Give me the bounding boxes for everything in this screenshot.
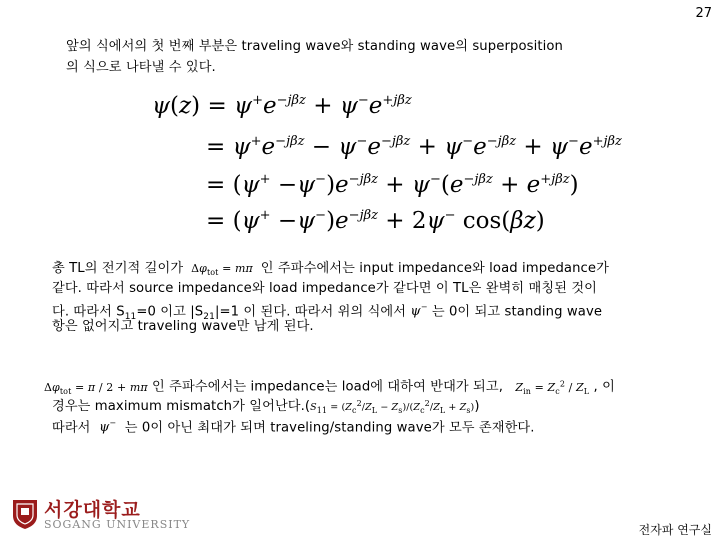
para1-l3-mid: =0 이고 |S [136, 304, 204, 320]
intro-line-1: 앞의 식에서의 첫 번째 부분은 traveling wave와 standing wave의 superposition [66, 39, 564, 54]
para1-line-2: 같다. 따라서 source impedance와 load impedance가 같다면 이 TL은 완벽히 매칭된 것이 [52, 281, 598, 296]
para2-l1-math: $\Delta\varphi_{tot} = \pi / 2 + m\pi$ [44, 380, 148, 396]
equation-1 [152, 93, 412, 119]
para2-l2-pre: 경우는 maximum mismatch가 일어난다.( [52, 399, 311, 415]
para2-l1-mid: 인 주파수에서는 impedance는 load에 대하여 반대가 되고, [152, 379, 504, 395]
equation-2: = $\psi^+e^{-j\beta z} - \psi^-e^{-j\beta z} + \psi^-e^{-j\beta z} + \psi^-e^{+j\beta z}$ [206, 134, 622, 160]
university-logo-korean: 서강대학교 [44, 499, 141, 521]
para1-l1-math: $\Delta\varphi_{tot} = m\pi$ [187, 262, 253, 278]
para1-l3-mid2: |=1 이 된다. 따라서 위의 식에서 [214, 304, 407, 320]
para2-l1-math2: $Z_{in} = Z_c^2 / Z_L$ [515, 379, 590, 396]
equation-1-rhs: $\psi^+e^{-j\beta z} + \psi^-e^{+j\beta z}$ [234, 93, 412, 119]
para1-l3-post: 는 0이 되고 standing wave [431, 304, 603, 320]
para2-l3-math: ψ− [99, 419, 117, 436]
para1-l1-pre: 총 TL의 전기적 길이가 [52, 261, 184, 276]
para1-l3-sub1: 11 [124, 311, 137, 322]
university-emblem-icon [10, 498, 40, 530]
lab-name: 전자파 연구실 [638, 523, 712, 537]
equation-3: = $(\psi^+ -\psi^-)e^{-j\beta z} + \psi^-(e^{-j\beta z} + e^{+j\beta z})$ [206, 172, 579, 198]
equation-1-lhs: ψ(z) = [152, 93, 235, 119]
para2-l3-pre: 따라서 [52, 420, 91, 436]
equation-4: = $(\psi^+ -\psi^-)e^{-j\beta z} + 2\psi^-$ cos(βz) [206, 208, 545, 234]
para1-l3-sub2: 21 [203, 311, 215, 322]
para2-l3-post: 는 0이 아닌 최대가 되며 traveling/standing wave가 모두 존재한다. [124, 420, 535, 436]
para2-l1-post: , 이 [593, 379, 615, 395]
para2-l2-post: ) [474, 399, 480, 415]
para1-l3-math: ψ− [410, 303, 428, 320]
para1-l3-pre: 다. 따라서 S [52, 304, 125, 320]
intro-line-2: 의 식으로 나타낼 수 있다. [66, 60, 216, 75]
page-number: 27 [695, 6, 712, 21]
para2-line-3 [52, 414, 535, 437]
para1-line-4: 항은 없어지고 traveling wave만 남게 된다. [52, 319, 314, 334]
para1-l1-post: 인 주파수에서는 input impedance와 load impedance가 [260, 261, 609, 276]
para2-l2-math: $S_{11} = (Z_c^2/Z_L - Z_s)/(Z_c^2/Z_L + Z_s)$ [310, 399, 475, 416]
university-logo-english: SOGANG UNIVERSITY [44, 518, 191, 531]
